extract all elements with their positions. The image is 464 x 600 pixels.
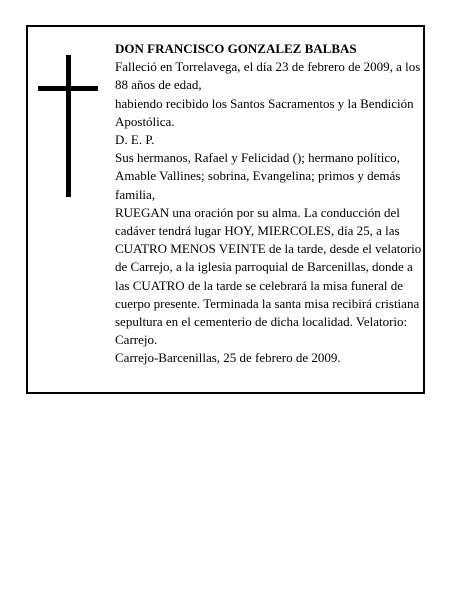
obituary-notice bbox=[26, 25, 425, 394]
request-paragraph: RUEGAN una oración por su alma. La conducción del cadáver tendrá lugar HOY, MIERCOLES, día 25, a las CUATRO MENOS VEINTE de la tarde, desde el velatorio de Carrejo, a la iglesia parroquial de Barcenillas, donde a las CUATRO de la tarde se celebrará la misa funeral de cuerpo presente. Terminada la santa misa recibirá cristiana sepultura en el cementerio de dicha localidad. Velatorio: Carrejo. bbox=[115, 204, 422, 348]
family-line: Sus hermanos, Rafael y Felicidad (); hermano político, Amable Vallines; sobrina, Evangelina; primos y demás familia, bbox=[115, 150, 401, 202]
death-line: Falleció en Torrelavega, el día 23 de febrero de 2009, a los 88 años de edad, bbox=[115, 59, 421, 93]
rip-line: D. E. P. bbox=[115, 132, 155, 148]
notice-text bbox=[115, 40, 425, 368]
deceased-name: DON FRANCISCO GONZALEZ BALBAS bbox=[115, 41, 357, 56]
cross-horizontal-bar bbox=[38, 86, 98, 91]
place-date-line: Carrejo-Barcenillas, 25 de febrero de 2009. bbox=[115, 350, 341, 366]
cross-vertical-bar bbox=[66, 55, 71, 197]
sacraments-line: habiendo recibido los Santos Sacramentos y la Bendición Apostólica. bbox=[115, 95, 414, 129]
cross-icon bbox=[38, 55, 98, 197]
